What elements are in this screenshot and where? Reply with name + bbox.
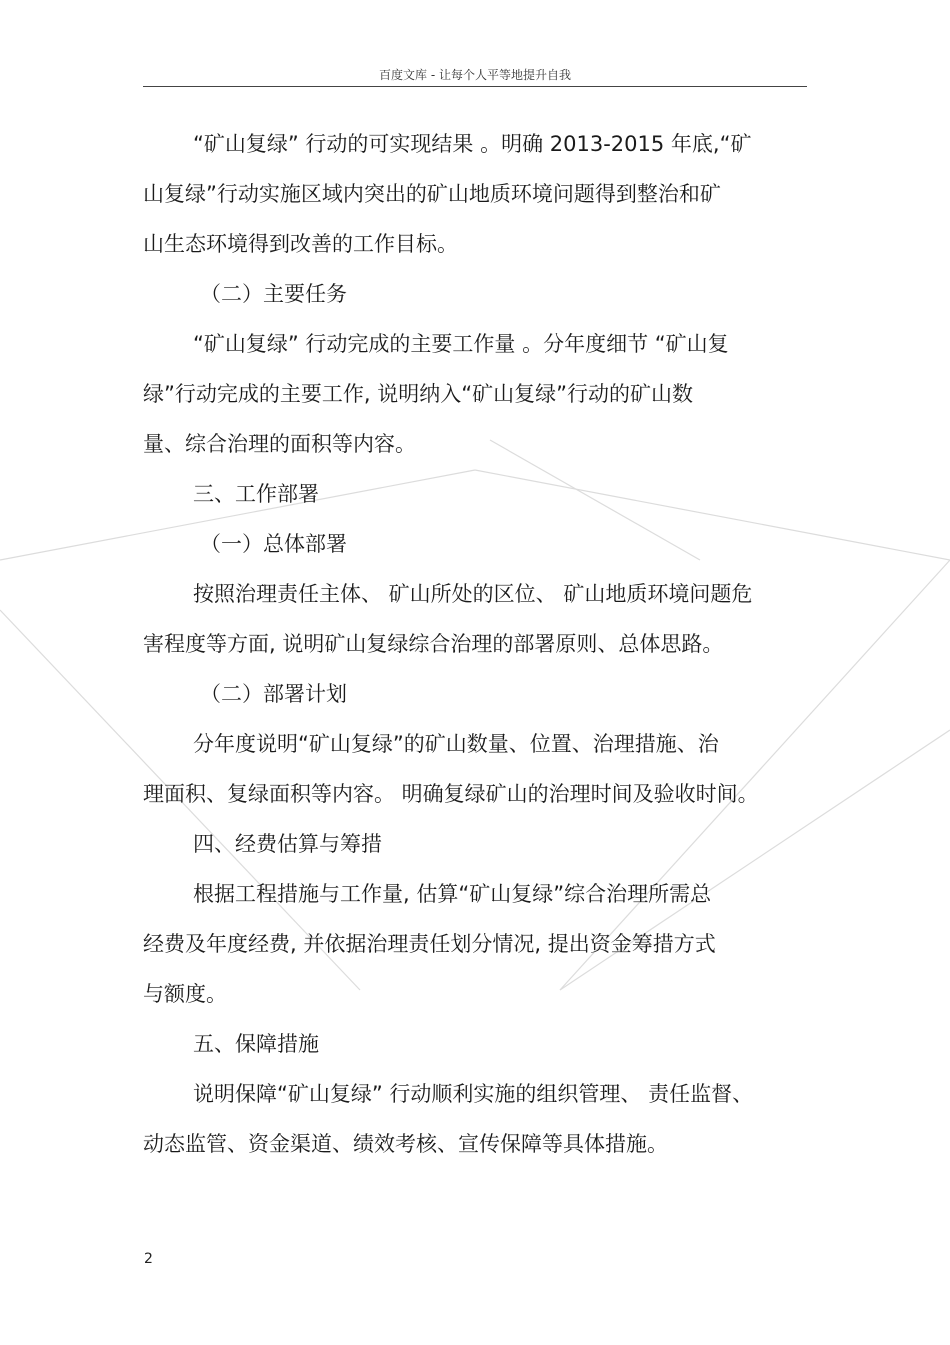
text-line: 山生态环境得到改善的工作目标。 <box>143 232 458 256</box>
text-line: （一）总体部署 <box>200 532 347 556</box>
text-line: 按照治理责任主体、 矿山所处的区位、 矿山地质环境问题危 <box>193 582 753 606</box>
text-line: 绿”行动完成的主要工作, 说明纳入“矿山复绿”行动的矿山数 <box>143 382 693 406</box>
text-line: 分年度说明“矿山复绿”的矿山数量、位置、治理措施、治 <box>193 732 719 756</box>
text-line: “矿山复绿” 行动完成的主要工作量 。分年度细节 “矿山复 <box>193 332 729 356</box>
text-line: 五、保障措施 <box>193 1032 319 1056</box>
text-line: “矿山复绿” 行动的可实现结果 。明确 2013-2015 年底,“矿 <box>193 132 752 156</box>
page-number: 2 <box>144 1251 153 1267</box>
text-line: 三、工作部署 <box>193 482 319 506</box>
header-divider <box>143 86 807 87</box>
text-line: 害程度等方面, 说明矿山复绿综合治理的部署原则、总体思路。 <box>143 632 724 656</box>
text-line: 量、综合治理的面积等内容。 <box>143 432 416 456</box>
text-line: 理面积、复绿面积等内容。 明确复绿矿山的治理时间及验收时间。 <box>143 782 759 806</box>
text-line: （二）部署计划 <box>200 682 347 706</box>
text-line: 山复绿”行动实施区域内突出的矿山地质环境问题得到整治和矿 <box>143 182 721 206</box>
text-line: 根据工程措施与工作量, 估算“矿山复绿”综合治理所需总 <box>193 882 712 906</box>
text-line: 动态监管、资金渠道、绩效考核、宣传保障等具体措施。 <box>143 1132 668 1156</box>
text-line: 四、经费估算与筹措 <box>193 832 382 856</box>
page-header: 百度文库 - 让每个人平等地提升自我 <box>379 68 571 82</box>
text-line: 说明保障“矿山复绿” 行动顺利实施的组织管理、 责任监督、 <box>193 1082 754 1106</box>
text-line: 经费及年度经费, 并依据治理责任划分情况, 提出资金筹措方式 <box>143 932 716 956</box>
text-line: （二）主要任务 <box>200 282 347 306</box>
text-line: 与额度。 <box>143 982 227 1006</box>
